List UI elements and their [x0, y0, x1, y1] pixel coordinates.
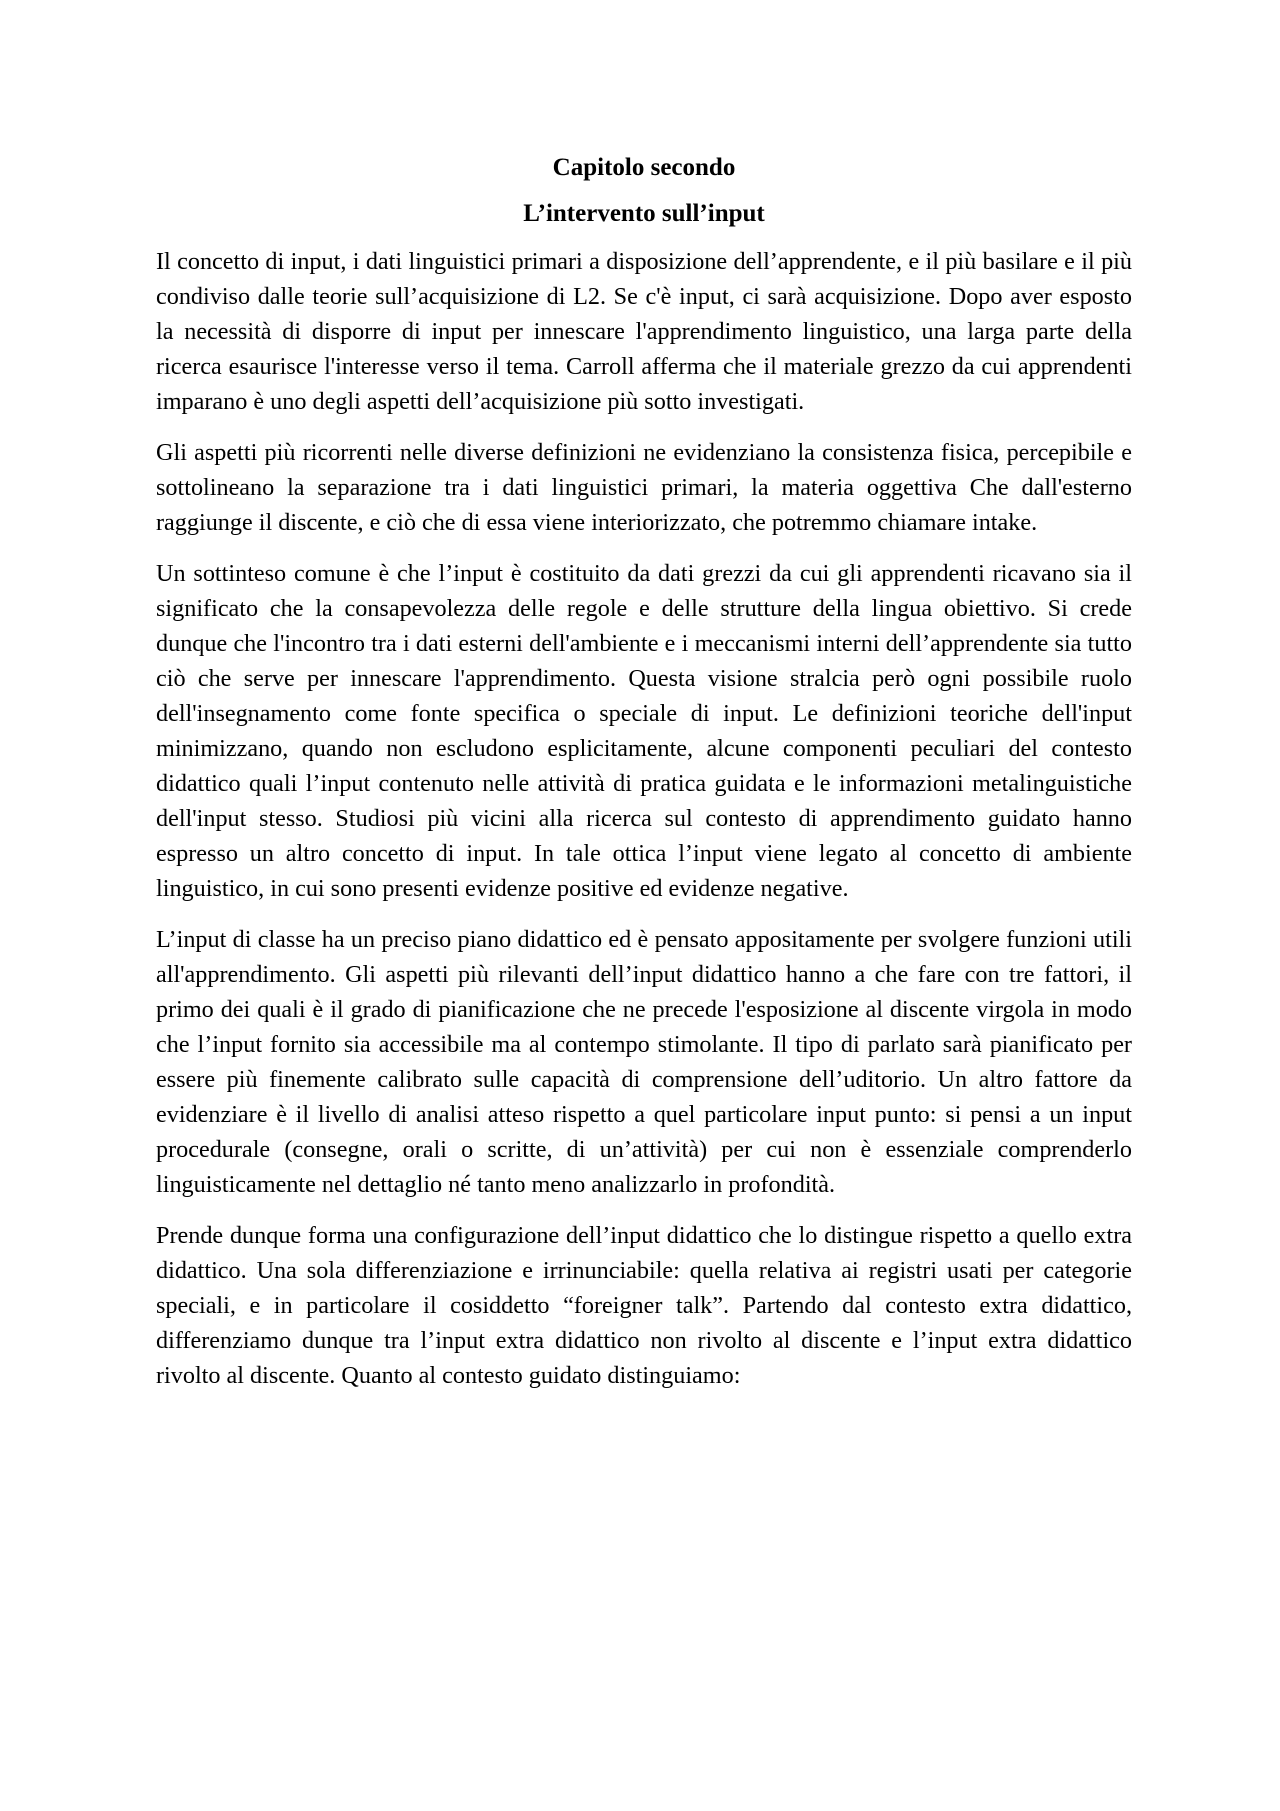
- document-page: [156, 150, 1132, 1409]
- section-title: L’intervento sull’input: [523, 200, 765, 227]
- chapter-heading: Capitolo secondo: [552, 154, 736, 181]
- paragraph-4: L’input di classe ha un preciso piano didattico ed è pensato appositamente per svolgere funzioni utili all'apprendimento. Gli aspetti più rilevanti dell’input didattico hanno a che fare con tre fattori, il primo dei quali è il grado di pianificazione che ne precede l'esposizione al discente virgola in modo che l’input fornito sia accessibile ma al contempo stimolante. Il tipo di parlato sarà pianificato per essere più finemente calibrato sulle capacità di comprensione dell’uditorio. Un altro fattore da evidenziare è il livello di analisi atteso rispetto a quel particolare input punto: si pensi a un input procedurale (consegne, orali o scritte, di un’attività) per cui non è essenziale comprenderlo linguisticamente nel dettaglio né tanto meno analizzarlo in profondità.: [156, 926, 1132, 1198]
- paragraph-3: Un sottinteso comune è che l’input è costituito da dati grezzi da cui gli apprendenti ricavano sia il significato che la consapevolezza delle regole e delle strutture della lingua obiettivo. Si crede dunque che l'incontro tra i dati esterni dell'ambiente e i meccanismi interni dell’apprendente sia tutto ciò che serve per innescare l'apprendimento. Questa visione stralcia però ogni possibile ruolo dell'insegnamento come fonte specifica o speciale di input. Le definizioni teoriche dell'input minimizzano, quando non escludono esplicitamente, alcune componenti peculiari del contesto didattico quali l’input contenuto nelle attività di pratica guidata e le informazioni metalinguistiche dell'input stesso. Studiosi più vicini alla ricerca sul contesto di apprendimento guidato hanno espresso un altro concetto di input. In tale ottica l’input viene legato al concetto di ambiente linguistico, in cui sono presenti evidenze positive ed evidenze negative.: [156, 560, 1132, 902]
- paragraph-2: Gli aspetti più ricorrenti nelle diverse definizioni ne evidenziano la consistenza fisica, percepibile e sottolineano la separazione tra i dati linguistici primari, la materia oggettiva Che dall'esterno raggiunge il discente, e ciò che di essa viene interiorizzato, che potremmo chiamare intake.: [156, 439, 1132, 536]
- paragraph-1: Il concetto di input, i dati linguistici primari a disposizione dell’apprendente, e il più basilare e il più condiviso dalle teorie sull’acquisizione di L2. Se c'è input, ci sarà acquisizione. Dopo aver esposto la necessità di disporre di input per innescare l'apprendimento linguistico, una larga parte della ricerca esaurisce l'interesse verso il tema. Carroll afferma che il materiale grezzo da cui apprendenti imparano è uno degli aspetti dell’acquisizione più sotto investigati.: [156, 248, 1132, 415]
- paragraph-5: Prende dunque forma una configurazione dell’input didattico che lo distingue rispetto a quello extra didattico. Una sola differenziazione e irrinunciabile: quella relativa ai registri usati per categorie speciali, e in particolare il cosiddetto “foreigner talk”. Partendo dal contesto extra didattico, differenziamo dunque tra l’input extra didattico non rivolto al discente e l’input extra didattico rivolto al discente. Quanto al contesto guidato distinguiamo:: [156, 1222, 1132, 1389]
